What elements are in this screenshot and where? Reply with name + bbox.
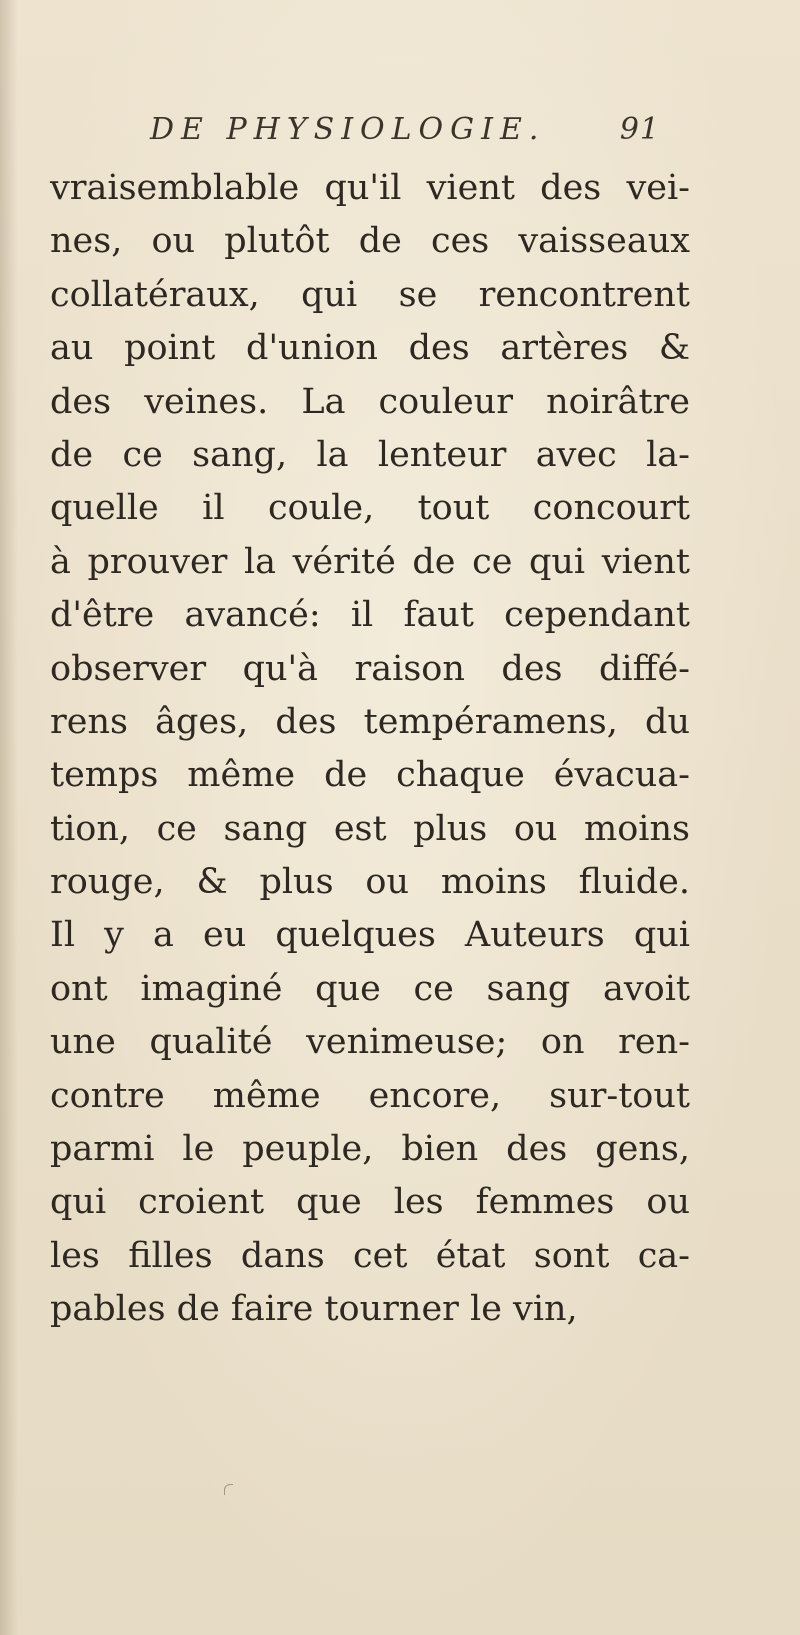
text-line: vraisemblable qu'il vient des vei-: [50, 168, 690, 208]
text-line: Il y a eu quelques Auteurs qui: [50, 915, 690, 956]
text-line: des veines. La couleur noirâtre: [50, 381, 690, 422]
text-line: au point d'union des artères &: [50, 328, 690, 369]
text-line: les filles dans cet état sont ca-: [50, 1235, 690, 1276]
body-text: [50, 162, 690, 1337]
text-line: parmi le peuple, bien des gens,: [50, 1129, 690, 1170]
page-number: 91: [619, 112, 660, 147]
paper-mark: [224, 1484, 233, 1495]
text-line: pables de faire tourner le vin,: [50, 1289, 578, 1330]
text-line: nes, ou plutôt de ces vaisseaux: [50, 221, 690, 262]
text-line: à prouver la vérité de ce qui vient: [50, 541, 690, 582]
text-line: ont imaginé que ce sang avoit: [50, 968, 690, 1009]
text-line: rouge, & plus ou moins fluide.: [50, 862, 690, 903]
text-line: temps même de chaque évacua-: [50, 755, 690, 796]
text-line: collatéraux, qui se rencontrent: [50, 274, 690, 315]
running-head-title: DE PHYSIOLOGIE.: [150, 112, 546, 147]
gutter-shadow: [0, 0, 18, 1635]
text-line: quelle il coule, tout concourt: [50, 488, 690, 529]
text-line: observer qu'à raison des diffé-: [50, 648, 690, 689]
running-head: [150, 112, 660, 156]
text-line: contre même encore, sur-tout: [50, 1075, 690, 1116]
text-line: d'être avancé: il faut cependant: [50, 595, 690, 636]
text-line: une qualité venimeuse; on ren-: [50, 1022, 690, 1063]
text-line: tion, ce sang est plus ou moins: [50, 808, 690, 849]
text-line: rens âges, des tempéramens, du: [50, 701, 690, 742]
text-line: de ce sang, la lenteur avec la-: [50, 434, 690, 475]
text-line: qui croient que les femmes ou: [50, 1182, 690, 1223]
